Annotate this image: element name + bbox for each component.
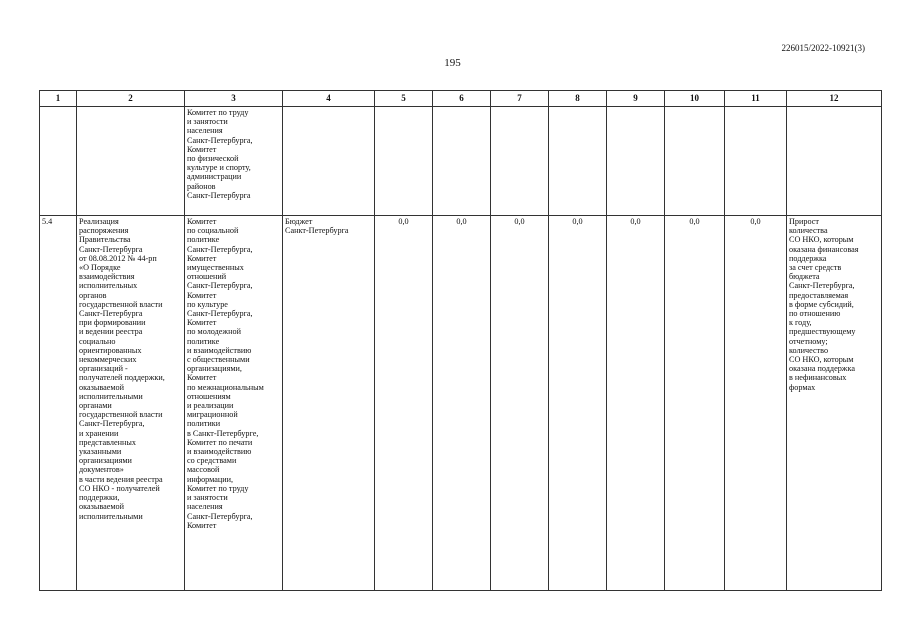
column-header-10: 10 xyxy=(665,91,725,107)
source-cell xyxy=(283,107,375,216)
value-cell-11 xyxy=(725,107,787,216)
value-cell-6: 0,0 xyxy=(433,216,491,591)
value-cell-5 xyxy=(375,107,433,216)
table-row-continuation xyxy=(40,107,882,216)
indicator-cell xyxy=(787,107,882,216)
column-header-3: 3 xyxy=(185,91,283,107)
row-number xyxy=(40,107,77,216)
table-row-5-4 xyxy=(40,216,882,591)
column-header-12: 12 xyxy=(787,91,882,107)
value-cell-9: 0,0 xyxy=(607,216,665,591)
column-number-header xyxy=(40,91,882,107)
column-header-6: 6 xyxy=(433,91,491,107)
value-cell-7 xyxy=(491,107,549,216)
value-cell-5: 0,0 xyxy=(375,216,433,591)
value-cell-8: 0,0 xyxy=(549,216,607,591)
measures-table xyxy=(39,90,882,591)
column-header-5: 5 xyxy=(375,91,433,107)
measure-cell xyxy=(77,107,185,216)
source-cell: Бюджет Санкт-Петербурга xyxy=(283,216,375,591)
value-cell-8 xyxy=(549,107,607,216)
page-number: 195 xyxy=(444,57,461,69)
column-header-4: 4 xyxy=(283,91,375,107)
document-number: 226015/2022-10921(3) xyxy=(781,43,865,53)
executor-cell: Комитет по социальной политике Санкт-Петербурга, Комитет имущественных отношений Санкт-Петербурга, Комитет по культуре Санкт-Петербурга, Комитет по молодежной политике и взаимодействию с общественными организациями, Комитет по межнациональным отношениям и реализации миграционной политики в Санкт-Петербурге, Комитет по печати и взаимодействию со средствами массовой информации, Комитет по труду и занятости населения Санкт-Петербурга, Комитет xyxy=(185,216,283,591)
column-header-7: 7 xyxy=(491,91,549,107)
value-cell-11: 0,0 xyxy=(725,216,787,591)
indicator-cell: Прирост количества СО НКО, которым оказана финансовая поддержка за счет средств бюджета Санкт-Петербурга, предоставляемая в форме субсидий, по отношению к году, предшествующему отчетному; количество СО НКО, которым оказана поддержка в нефинансовых формах xyxy=(787,216,882,591)
column-header-1: 1 xyxy=(40,91,77,107)
column-header-8: 8 xyxy=(549,91,607,107)
executor-cell: Комитет по труду и занятости населения Санкт-Петербурга, Комитет по физической культуре и спорту, администрации районов Санкт-Петербурга xyxy=(185,107,283,216)
value-cell-6 xyxy=(433,107,491,216)
value-cell-10: 0,0 xyxy=(665,216,725,591)
column-header-11: 11 xyxy=(725,91,787,107)
row-number: 5.4 xyxy=(40,216,77,591)
value-cell-9 xyxy=(607,107,665,216)
column-header-2: 2 xyxy=(77,91,185,107)
column-header-9: 9 xyxy=(607,91,665,107)
value-cell-7: 0,0 xyxy=(491,216,549,591)
value-cell-10 xyxy=(665,107,725,216)
measure-cell: Реализация распоряжения Правительства Санкт-Петербурга от 08.08.2012 № 44-рп «О Порядке взаимодействия исполнительных органов государственной власти Санкт-Петербурга при формировании и ведении реестра социально ориентированных некоммерческих организаций - получателей поддержки, оказываемой исполнительными органами государственной власти Санкт-Петербурга, и хранении представленных указанными организациями документов» в части ведения реестра СО НКО - получателей поддержки, оказываемой исполнительными xyxy=(77,216,185,591)
